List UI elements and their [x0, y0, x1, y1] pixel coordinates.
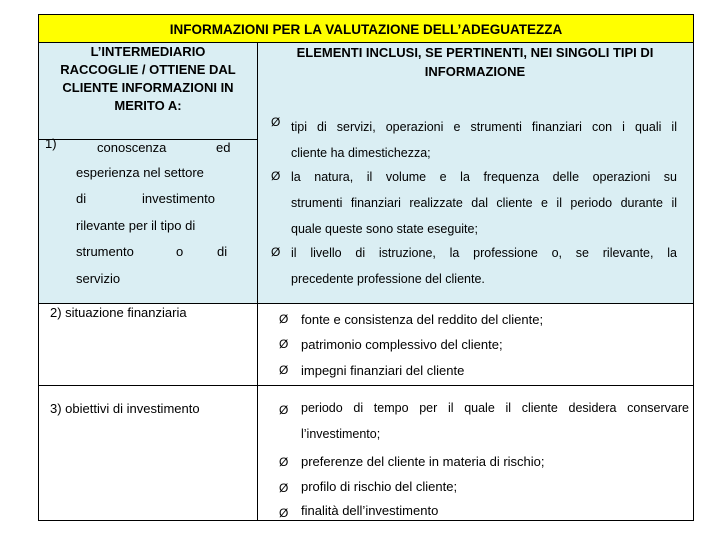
list-item: [291, 114, 677, 166]
item-line: cliente ha dimestichezza;: [291, 146, 431, 160]
list-item: preferenze del cliente in materia di rischio;: [301, 454, 545, 469]
item-line: strumenti finanziari realizzate dal cliente e il periodo durante il: [291, 196, 677, 210]
header-right-line: INFORMAZIONE: [424, 64, 526, 79]
item-line: il livello di istruzione, la professione o, se rilevante, la: [291, 246, 677, 260]
list-item: profilo di rischio del cliente;: [301, 479, 458, 494]
bullet-arrow-icon: Ø: [279, 363, 289, 377]
header-right: [257, 43, 693, 95]
list-item: patrimonio complessivo del cliente;: [301, 337, 503, 352]
label-word: di: [217, 244, 228, 259]
section1-number: 1): [45, 136, 57, 151]
adequacy-table: [38, 14, 694, 521]
bullet-arrow-icon: Ø: [271, 169, 281, 183]
item-line: l’investimento;: [301, 427, 381, 441]
list-item: [291, 164, 677, 242]
table-title: INFORMAZIONI PER LA VALUTAZIONE DELL’ADEGUATEZZA: [39, 15, 693, 43]
list-item: [291, 240, 677, 292]
label-word: o: [176, 244, 184, 259]
list-item: [301, 395, 689, 447]
item-line: quale queste sono state eseguite;: [291, 222, 478, 236]
section3-label: 3) obiettivi di investimento: [50, 401, 200, 416]
bullet-arrow-icon: Ø: [279, 312, 289, 326]
bullet-arrow-icon: Ø: [271, 115, 281, 129]
header-left-line: MERITO A:: [114, 98, 182, 113]
label-word: di: [76, 191, 87, 206]
label-word: ed: [216, 140, 231, 155]
bullet-arrow-icon: Ø: [279, 506, 289, 520]
header-right-line: ELEMENTI INCLUSI, SE PERTINENTI, NEI SINGOLI TIPI DI: [296, 45, 654, 60]
item-line: la natura, il volume e la frequenza delle operazioni su: [291, 170, 677, 184]
header-left-line: RACCOGLIE / OTTIENE DAL: [60, 62, 236, 77]
list-item: impegni finanziari del cliente: [301, 363, 465, 378]
item-line: precedente professione del cliente.: [291, 272, 485, 286]
header-left: [39, 43, 257, 139]
column-divider: [257, 43, 258, 521]
label-word: rilevante per il tipo di: [76, 218, 196, 233]
label-word: esperienza nel settore: [76, 165, 204, 180]
header-left-line: L’INTERMEDIARIO: [90, 44, 206, 59]
bullet-arrow-icon: Ø: [279, 481, 289, 495]
row-divider: [39, 385, 693, 386]
bullet-arrow-icon: Ø: [271, 245, 281, 259]
label-word: strumento: [76, 244, 134, 259]
label-word: investimento: [142, 191, 215, 206]
label-word: servizio: [76, 271, 121, 286]
label-word: conoscenza: [97, 140, 167, 155]
bullet-arrow-icon: Ø: [279, 403, 289, 417]
list-item: fonte e consistenza del reddito del cliente;: [301, 312, 544, 327]
row-divider: [39, 303, 693, 304]
list-item: finalità dell’investimento: [301, 503, 439, 518]
item-line: periodo di tempo per il quale il cliente desidera conservare: [301, 401, 689, 415]
header-left-line: CLIENTE INFORMAZIONI IN: [62, 80, 234, 95]
bullet-arrow-icon: Ø: [279, 455, 289, 469]
item-line: tipi di servizi, operazioni e strumenti finanziari con i quali il: [291, 120, 677, 134]
section2-label: 2) situazione finanziaria: [50, 305, 187, 320]
bullet-arrow-icon: Ø: [279, 337, 289, 351]
